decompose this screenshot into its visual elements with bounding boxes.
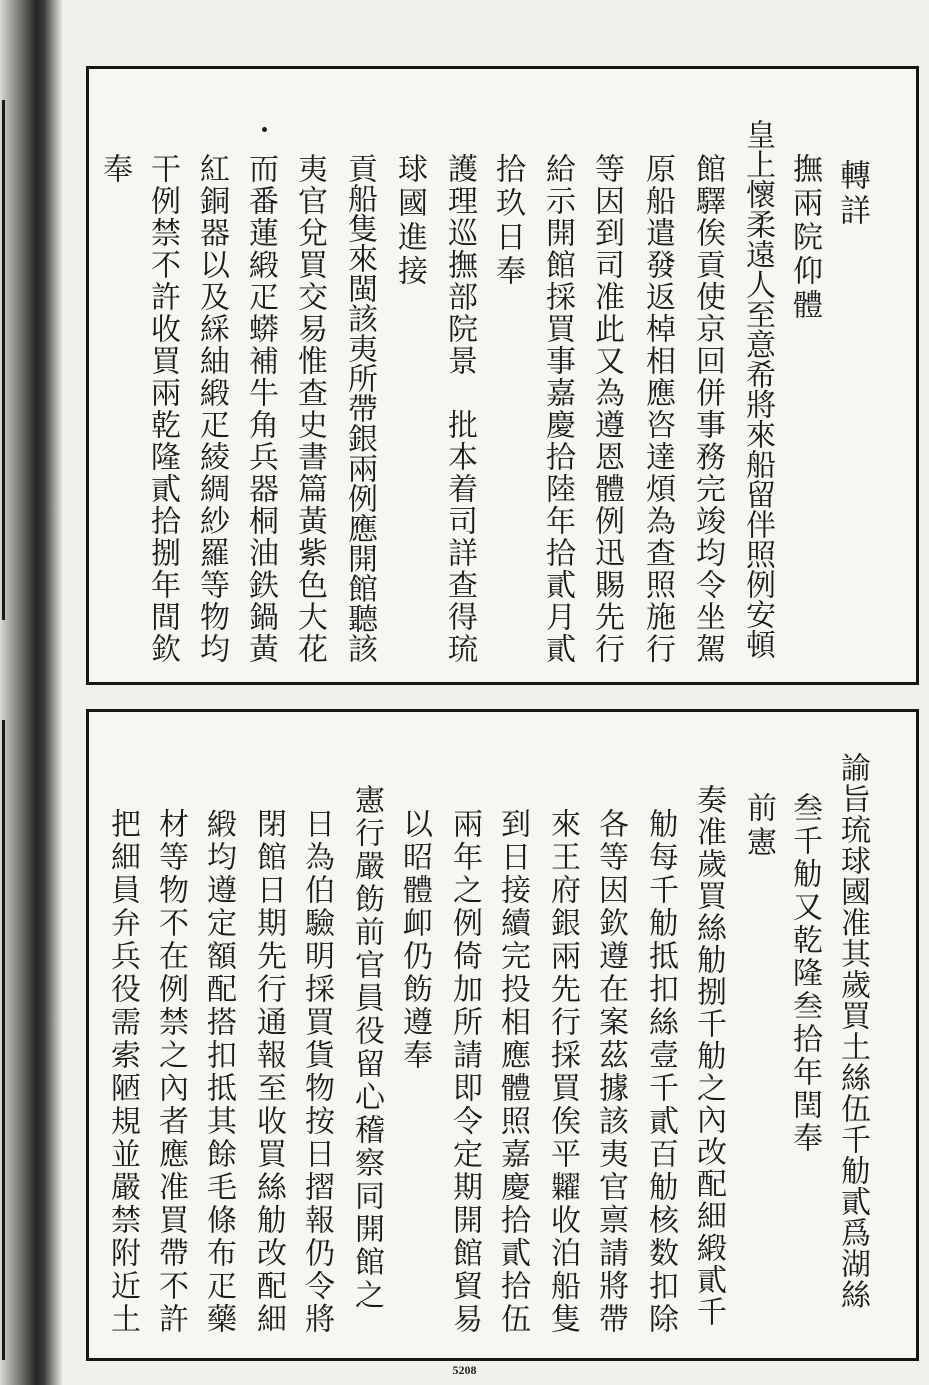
annotation-dot [262,127,267,132]
top-col-15: 干例禁不許收買兩乾隆貳拾捌年間欽 [145,153,180,665]
bottom-col-4: 奏准歲買絲觔捌千觔之內改配細緞貳千 [691,784,726,1328]
top-col-8: 拾玖日奉 [490,153,525,289]
top-col-16: 奉 [97,153,132,187]
bottom-col-6: 各等因欽遵在案茲據該夷官禀請將帶 [593,808,628,1336]
top-col-4: 館驛俟貢使京回併事務完竣均令坐駕 [690,153,725,665]
bottom-col-1: 諭旨琉球國准其歲買土絲伍千觔貳爲湖絲 [835,752,870,1310]
bottom-col-7: 來王府銀兩先行採買俟平糶收泊船隻 [545,808,580,1336]
bottom-text-panel [86,709,919,1361]
top-text-panel [86,66,919,685]
top-col-6: 等因到司准此又為遵恩體例迅賜先行 [589,153,624,665]
top-col-14: 紅銅器以及綵紬緞疋綾綢紗羅等物均 [194,153,229,665]
top-col-10: 球國進接 [392,153,427,289]
bottom-col-14: 緞均遵定額配搭扣抵其餘毛條布疋藥 [201,808,236,1336]
binding-shadow [0,0,62,1385]
top-col-5: 原船遣發返棹相應咨達煩為查照施行 [640,153,675,665]
left-edge-line-upper [2,100,5,620]
left-edge-line-lower [2,720,5,1360]
top-col-9: 護理巡撫部院景 批本着司詳查得琉 [442,153,477,665]
top-col-11: 貢船隻來閩該夷所帶銀兩例應開館聽該 [342,153,377,663]
bottom-col-9: 兩年之例倚加所請即令定期開館貿易 [447,808,482,1336]
bottom-col-2: 叁千觔又乾隆叁拾年閏奉 [787,792,822,1155]
top-col-13: 而番蓮緞疋蟒補牛角兵器桐油鉄鍋黃 [243,153,278,665]
bottom-col-11: 憲行嚴飭前官員役留心稽察同開館之 [349,784,384,1312]
bottom-col-12: 日為伯驗明採買貨物按日摺報仍令將 [299,808,334,1336]
bottom-col-8: 到日接續完投相應體照嘉慶拾貳拾伍 [495,808,530,1336]
bottom-col-5: 觔每千觔抵扣絲壹千貳百觔核数扣除 [643,808,678,1336]
bottom-col-3: 前憲 [741,792,776,860]
bottom-col-10: 以昭體卹仍飭遵奉 [397,808,432,1072]
top-col-2: 撫兩院仰體 [787,153,822,323]
page-number: 5208 [452,1363,477,1377]
top-col-3: 皇上懷柔遠人至意希將來船留伴照例安頓 [740,119,775,659]
bottom-col-15: 材等物不在例禁之內者應准買帶不許 [153,808,188,1336]
bottom-col-13: 閉館日期先行通報至收買絲觔改配細 [251,808,286,1336]
top-col-7: 給示開館採買事嘉慶拾陸年拾貳月貳 [540,153,575,665]
top-col-12: 夷官兌買交易惟查史書篇黃紫色大花 [292,153,327,665]
bottom-col-16: 把細員弁兵役需索陋規並嚴禁附近土 [105,808,140,1336]
top-col-1: 轉詳 [834,159,870,229]
